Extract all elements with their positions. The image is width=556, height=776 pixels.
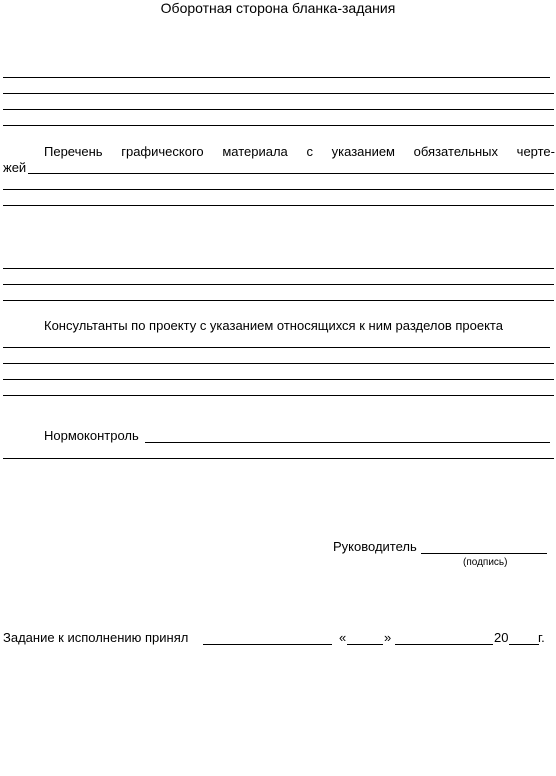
blank-line[interactable] (3, 93, 554, 94)
blank-line[interactable] (3, 268, 554, 269)
page-title: Оборотная сторона бланка-задания (160, 0, 396, 16)
normcontrol-label: Нормоконтроль (44, 428, 139, 443)
blank-line[interactable] (3, 109, 554, 110)
year-suffix: г. (538, 630, 545, 645)
supervisor-signature-line[interactable] (421, 553, 547, 554)
blank-line[interactable] (3, 347, 550, 348)
normcontrol-fill-line[interactable] (145, 442, 550, 443)
day-field-line[interactable] (347, 644, 383, 645)
heading-word: материала (222, 144, 288, 159)
quote-open: « (339, 630, 347, 645)
heading-word: графического (121, 144, 204, 159)
blank-line[interactable] (3, 395, 554, 396)
blank-line[interactable] (3, 77, 550, 78)
blank-line[interactable] (3, 205, 554, 206)
blank-line[interactable] (3, 125, 554, 126)
heading-word: с (306, 144, 313, 159)
blank-line[interactable] (3, 363, 554, 364)
graphics-section-heading (44, 144, 555, 160)
blank-line[interactable] (3, 379, 554, 380)
graphics-section-continuation: жей (3, 160, 27, 175)
heading-word: обязательных (413, 144, 498, 159)
heading-word: Перечень (44, 144, 103, 159)
year-field-line[interactable] (509, 644, 539, 645)
signature-caption: (подпись) (463, 557, 508, 568)
heading-word: черте- (516, 144, 555, 159)
month-field-line[interactable] (395, 644, 493, 645)
blank-line[interactable] (3, 300, 554, 301)
acceptor-signature-line[interactable] (203, 644, 332, 645)
supervisor-label: Руководитель (333, 539, 417, 554)
graphics-fill-line[interactable] (28, 173, 554, 174)
year-prefix: 20 (494, 630, 509, 645)
acceptance-label: Задание к исполнению принял (3, 630, 189, 645)
consultants-heading: Консультанты по проекту с указанием относящихся к ним разделов проекта (44, 318, 503, 333)
heading-word: указанием (331, 144, 395, 159)
blank-line[interactable] (3, 284, 554, 285)
blank-line[interactable] (3, 189, 554, 190)
quote-close: » (384, 630, 392, 645)
blank-line[interactable] (3, 458, 554, 459)
